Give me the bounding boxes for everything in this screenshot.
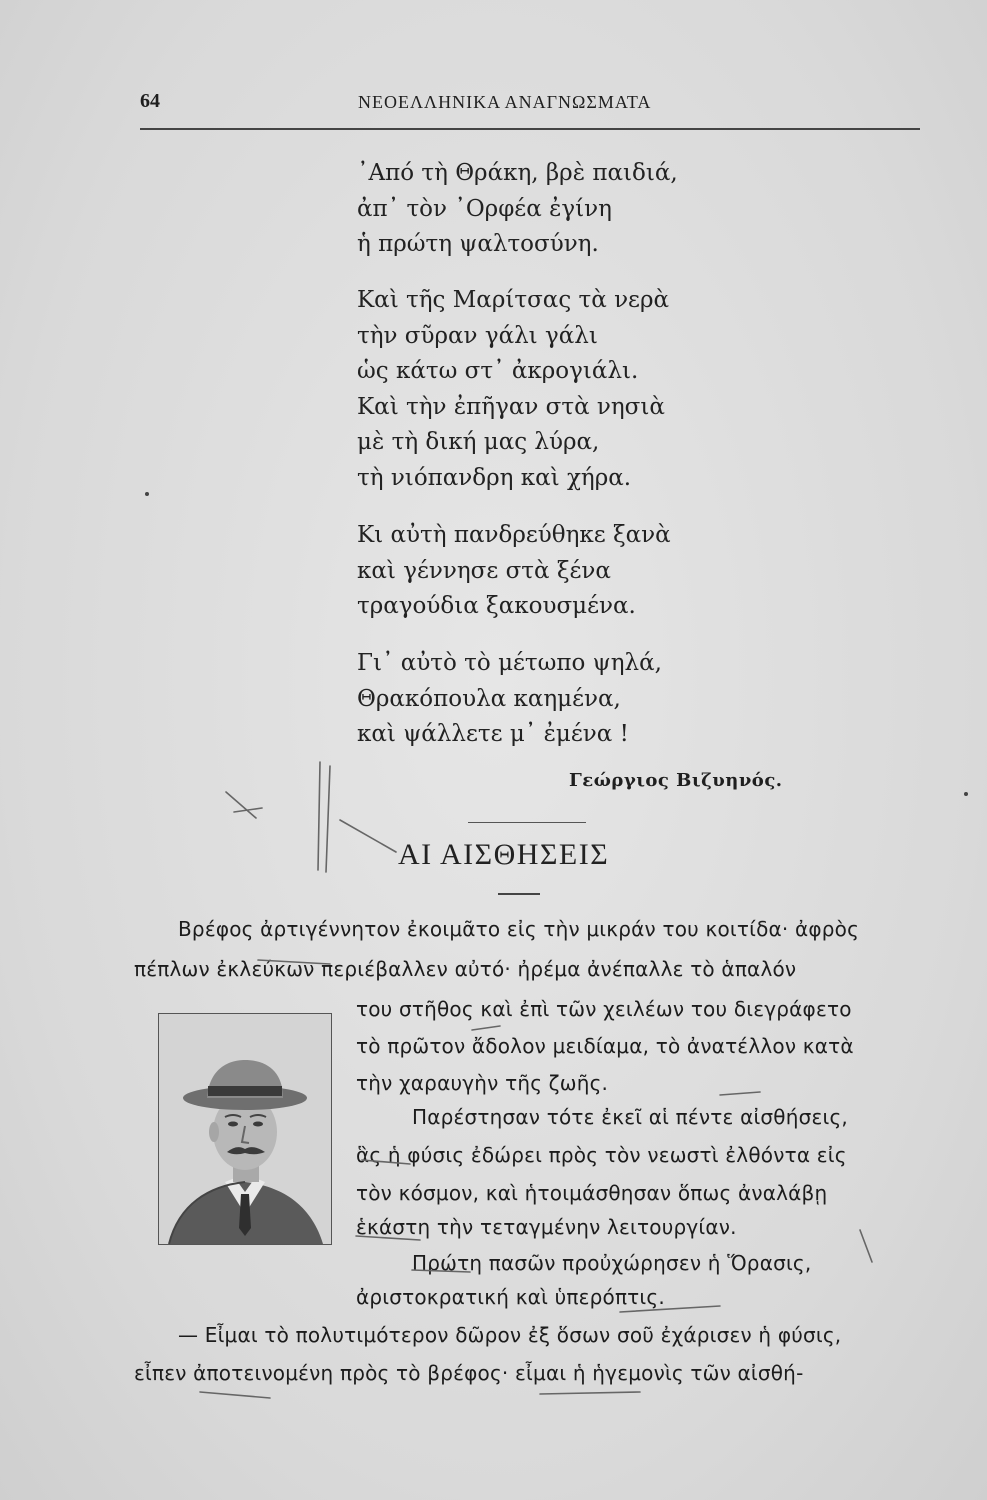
- page-header: [140, 88, 920, 128]
- poem-stanza: [357, 646, 662, 753]
- pencil-stroke: [234, 808, 262, 812]
- pencil-dot: [964, 792, 968, 796]
- poem-stanza: [357, 283, 669, 496]
- prose-line: Παρέστησαν τότε ἐκεῖ αἱ πέντε αἰσθήσεις,: [412, 1105, 848, 1129]
- poem-line: καὶ ψάλλετε μ᾿ ἐμένα !: [357, 721, 629, 747]
- page-number: 64: [140, 90, 160, 112]
- poem-line: τὴν σῦραν γάλι γάλι: [357, 322, 598, 349]
- pencil-stroke: [720, 1092, 760, 1095]
- header-rule: [140, 128, 920, 130]
- pencil-stroke: [226, 792, 256, 818]
- prose-line: τὴν χαραυγὴν τῆς ζωῆς.: [356, 1071, 609, 1095]
- poem-line: ἀπ᾿ τὸν ᾿Ορφέα ἐγίνη: [357, 195, 612, 222]
- prose-line: ἑκάστη τὴν τεταγμένην λειτουργίαν.: [356, 1215, 737, 1239]
- pencil-stroke: [860, 1230, 872, 1262]
- poem-line: Κι αὐτὴ πανδρεύθηκε ξανὰ: [357, 522, 671, 548]
- pencil-stroke: [472, 1026, 500, 1030]
- prose-line: Βρέφος ἀρτιγέννητον ἐκοιμᾶτο εἰς τὴν μικράν του κοιτίδα· ἀφρὸς: [178, 917, 860, 941]
- poem-line: ᾿Από τὴ Θράκη, βρὲ παιδιά,: [357, 160, 678, 186]
- prose-line: Πρώτη πασῶν προὐχώρησεν ἡ Ὅρασις,: [412, 1251, 812, 1275]
- prose-line: του στῆθος καὶ ἐπὶ τῶν χειλέων του διεγράφετο: [356, 997, 852, 1021]
- prose-line: τὸν κόσμον, καὶ ἡτοιμάσθησαν ὅπως ἀναλάβῃ: [356, 1181, 828, 1205]
- pencil-stroke: [340, 820, 396, 852]
- pencil-stroke: [318, 762, 320, 870]
- pencil-stroke: [540, 1392, 640, 1394]
- section-title: ΑΙ ΑΙΣΘΗΣΕΙΣ: [398, 838, 610, 871]
- poem-line: καὶ γέννησε στὰ ξένα: [357, 557, 611, 584]
- author-portrait: [158, 1013, 332, 1245]
- running-title: ΝΕΟΕΛΛΗΝΙΚΑ ΑΝΑΓΝΩΣΜΑΤΑ: [358, 92, 652, 112]
- pencil-stroke: [326, 766, 330, 872]
- pencil-stroke: [200, 1392, 270, 1398]
- poem-line: ὡς κάτω στ᾿ ἀκρογιάλι.: [357, 358, 639, 384]
- poem-line: Θρακόπουλα καημένα,: [357, 685, 621, 712]
- poem-author: Γεώργιος Βιζυηνός.: [569, 770, 783, 791]
- poem-line: Καὶ τῆς Μαρίτσας τὰ νερὰ: [357, 287, 670, 313]
- poem-line: μὲ τὴ δική μας λύρα,: [357, 429, 600, 455]
- prose-line: εἶπεν ἀποτεινομένη πρὸς τὸ βρέφος· εἶμαι ἡ ἡγεμονὶς τῶν αἰσθή-: [134, 1361, 804, 1385]
- poem-line: Καὶ τὴν ἐπῆγαν στὰ νησιὰ: [357, 393, 665, 420]
- prose-line: τὸ πρῶτον ἄδολον μειδίαμα, τὸ ἀνατέλλον κατὰ: [356, 1034, 854, 1058]
- prose-line: ἃς ἡ φύσις ἐδώρει πρὸς τὸν νεωστὶ ἐλθόντα εἰς: [356, 1143, 847, 1167]
- section-divider: [498, 893, 540, 895]
- poem-line: ἡ πρώτη ψαλτοσύνη.: [357, 231, 599, 257]
- pencil-dot: [145, 492, 149, 496]
- poem-stanza: [357, 156, 678, 263]
- poem-line: Γι᾿ αὐτὸ τὸ μέτωπο ψηλά,: [357, 650, 662, 676]
- poem-stanza: [357, 518, 671, 625]
- section-divider: [468, 822, 586, 823]
- poem-line: τραγούδια ξακουσμένα.: [357, 593, 636, 619]
- prose-line: πέπλων ἐκλεύκων περιέβαλλεν αὐτό· ἠρέμα ἀνέπαλλε τὸ ἁπαλόν: [134, 957, 797, 981]
- prose-line: — Εἶμαι τὸ πολυτιμότερον δῶρον ἐξ ὅσων σοῦ ἐχάρισεν ἡ φύσις,: [178, 1323, 842, 1347]
- poem-line: τὴ νιόπανδρη καὶ χήρα.: [357, 464, 632, 491]
- prose-line: ἀριστοκρατική καὶ ὑπερόπτις.: [356, 1285, 665, 1309]
